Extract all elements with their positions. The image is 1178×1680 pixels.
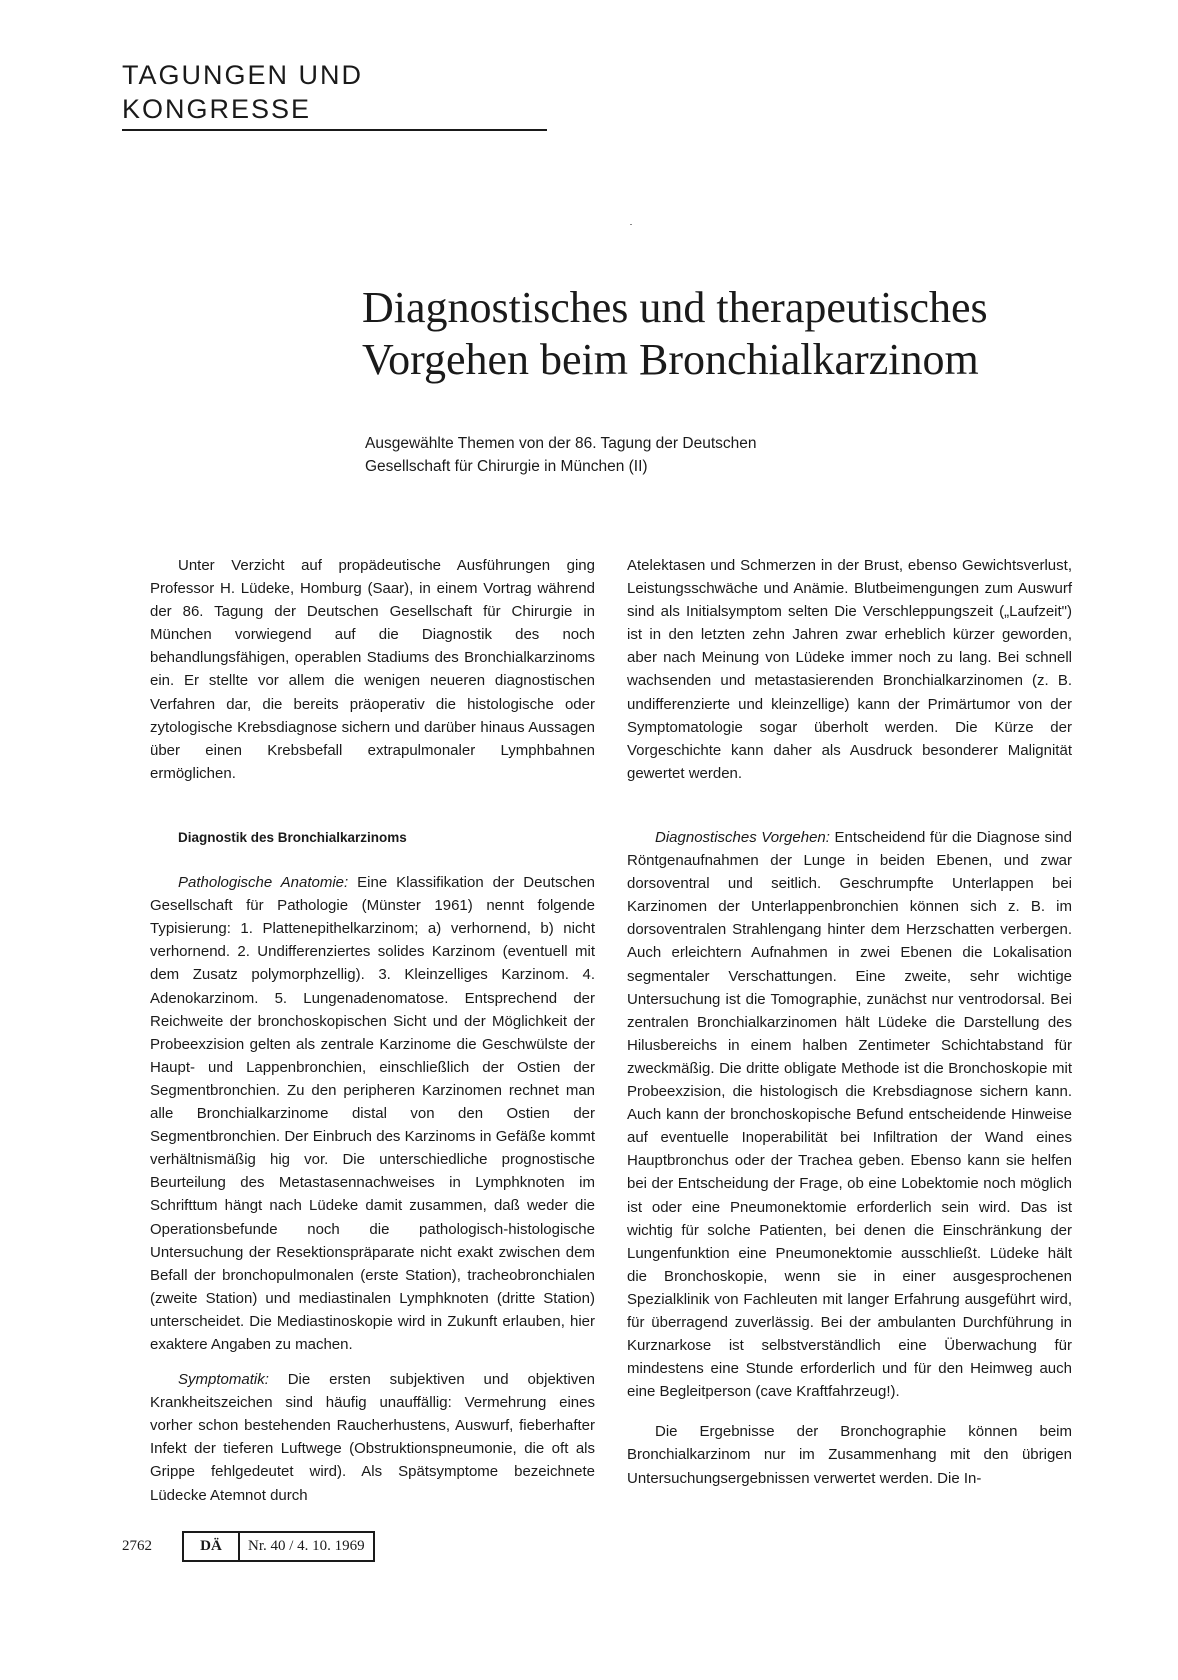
symptomatik-text: Die ersten subjektiven und objektiven Krankheitszeichen sind häufig unauffällig: Vermehrung eines vorher schon bestehenden Raucherhustens, Auswurf, fieberhafter Infekt der tieferen Luftwege (Obstruktionspneumonie, die oft als Grippe fehlgedeutet wird). Als Spätsymptome bezeichnete Lüdecke Atemnot durch [150,1371,595,1504]
right-column-body [627,826,1072,1490]
issue-info: Nr. 40 / 4. 10. 1969 [240,1531,375,1562]
vorgehen-label: Diagnostisches Vorgehen: [655,829,830,846]
subtitle-line-1: Ausgewählte Themen von der 86. Tagung der Deutschen [365,435,757,452]
section-heading-diagnostik: Diagnostik des Bronchialkarzinoms [178,830,407,845]
left-column-body [150,826,595,1507]
article-subtitle [365,432,925,478]
pathologie-label: Pathologische Anatomie: [178,874,349,892]
symptomatik-label: Symptomatik: [178,1371,269,1389]
symptomatik-paragraph [150,1368,595,1507]
page-footer [122,1531,375,1562]
vorgehen-text: Entscheidend für die Diagnose sind Röntgenaufnahmen der Lunge in beiden Ebenen, und zwar dorsoventral und seitlich. Geschrumpfte Unterlappen bei Karzinomen der Unterlappenbronchien können sich z. B. im dorsoventralen Strahlengang hinter dem Herzschatten verbergen. Auch erleichtern Aufnahmen in zwei Ebenen die Lokalisation segmentaler Verschattungen. Eine zweite, sehr wichtige Untersuchung ist die Tomographie, zunächst nur ventrodorsal. Bei zentralen Bronchialkarzinomen hält Lüdeke die Darstellung des Hilusbereichs in einem halben Zentimeter Schichtabstand für zweckmäßig. Die dritte obligate Methode ist die Bronchoskopie mit Probeexzision, die histologisch die Krebsdiagnose sichern kann. Auch kann der bronchoskopische Befund entscheidende Hinweise auf eventuelle Inoperabilität bei Infiltration der Wand eines Hauptbronchus oder der Trachea geben. Ebenso kann sie helfen bei der Entscheidung der Frage, ob eine Lobektomie noch möglich ist oder eine Pneumonektomie erforderlich sein wird. Das ist wichtig für solche Patienten, bei denen die Einschränkung der Lungenfunktion eine Pneumonektomie ausschließt. Lüdeke hält die Bronchoskopie, wenn sie in einer ausgesprochenen Spezialklinik von Fachleuten mit langer Erfahrung ausgeführt wird, für überragend zuverlässig. Bei der ambulanten Durchführung in Kurznarkose ist selbstverständlich eine Überwachung für mindestens eine Stunde erforderlich und für den Heimweg auch eine Begleitperson (cave Kraftfahrzeug!). [627,829,1072,1401]
intro-paragraph: Unter Verzicht auf propädeutische Ausführungen ging Professor H. Lüdeke, Homburg (Saar), in einem Vortrag während der 86. Tagung der Deutschen Gesellschaft für Chirurgie in München vorwiegend auf die Diagnostik des noch behandlungsfähigen, operablen Stadiums des Bronchialkarzinoms ein. Er stellte vor allem die wenigen neueren diagnostischen Verfahren dar, die bereits präoperativ die histologische oder zytologische Krebsdiagnose sichern und darüber hinaus Aussagen über einen Krebsbefall extrapulmonaler Lymphbahnen ermöglichen. [150,557,595,782]
speck [630,224,632,225]
article-title [362,282,1122,386]
vorgehen-paragraph [627,826,1072,1403]
right-paragraph-3: Die Ergebnisse der Bronchographie können beim Bronchialkarzinom nur im Zusammenhang mit den übrigen Untersuchungsergebnissen verwertet werden. Die In- [627,1423,1072,1487]
page-number: 2762 [122,1538,152,1554]
title-line-2: Vorgehen beim Bronchialkarzinom [362,335,979,384]
right-column [627,554,1072,785]
left-column [150,554,595,785]
pathologie-text: Eine Klassifikation der Deutschen Gesellschaft für Pathologie (Münster 1961) nennt folgende Typisierung: 1. Plattenepithelkarzinom; a) verhornend, b) nicht verhornend. 2. Undifferenziertes solides Karzinom (eventuell mit dem Zusatz polymorphzellig). 3. Kleinzelliges Karzinom. 4. Adenokarzinom. 5. Lungenadenomatose. Entsprechend der Reichweite der bronchoskopischen Sicht und der Möglichkeit der Probeexzision gelten als zentrale Karzinome die Geschwülste der Haupt- und Lappenbronchien, einschließlich der Ostien der Segmentbronchien. Zu den peripheren Karzinomen rechnet man alle Bronchialkarzinome distal von den Ostien der Segmentbronchien. Der Einbruch des Karzinoms in Gefäße kommt verhältnismäßig hig vor. Die unterschiedliche prognostische Beurteilung des Metastasennachweises in Lymphknoten im Schrifttum hängt nach Lüdeke damit zusammen, daß weder die Operationsbefunde noch die pathologisch-histologische Untersuchung der Resektionspräparate nicht exakt zwischen dem Befall der bronchopulmonalen (erste Station), tracheobronchialen (zweite Station) und mediastinalen Lymphknoten (dritte Station) unterscheidet. Die Mediastinoskopie wird in Zukunft erlauben, hier exaktere Angaben zu machen. [150,874,595,1353]
pathologie-paragraph [150,871,595,1356]
right-paragraph-1: Atelektasen und Schmerzen in der Brust, ebenso Gewichtsverlust, Leistungsschwäche und Anämie. Blutbeimengungen zum Auswurf sind als Initialsymptom selten Die Verschleppungszeit („Laufzeit") ist in den letzten zehn Jahren zwar erheblich kürzer geworden, aber nach Meinung von Lüdeke immer noch zu lang. Bei schnell wachsenden und metastasierenden Bronchialkarzinomen (z. B. undifferenzierte und kleinzellige) kann der Primärtumor von der Symptomatologie sogar überholt werden. Die Kürze der Vorgeschichte kann daher als Ausdruck besonderer Malignität gewertet werden. [627,557,1072,782]
section-header: TAGUNGEN UND KONGRESSE [122,58,547,131]
subtitle-line-2: Gesellschaft für Chirurgie in München (II) [365,458,648,475]
journal-logo: DÄ [182,1531,240,1562]
title-line-1: Diagnostisches und therapeutisches [362,283,988,332]
